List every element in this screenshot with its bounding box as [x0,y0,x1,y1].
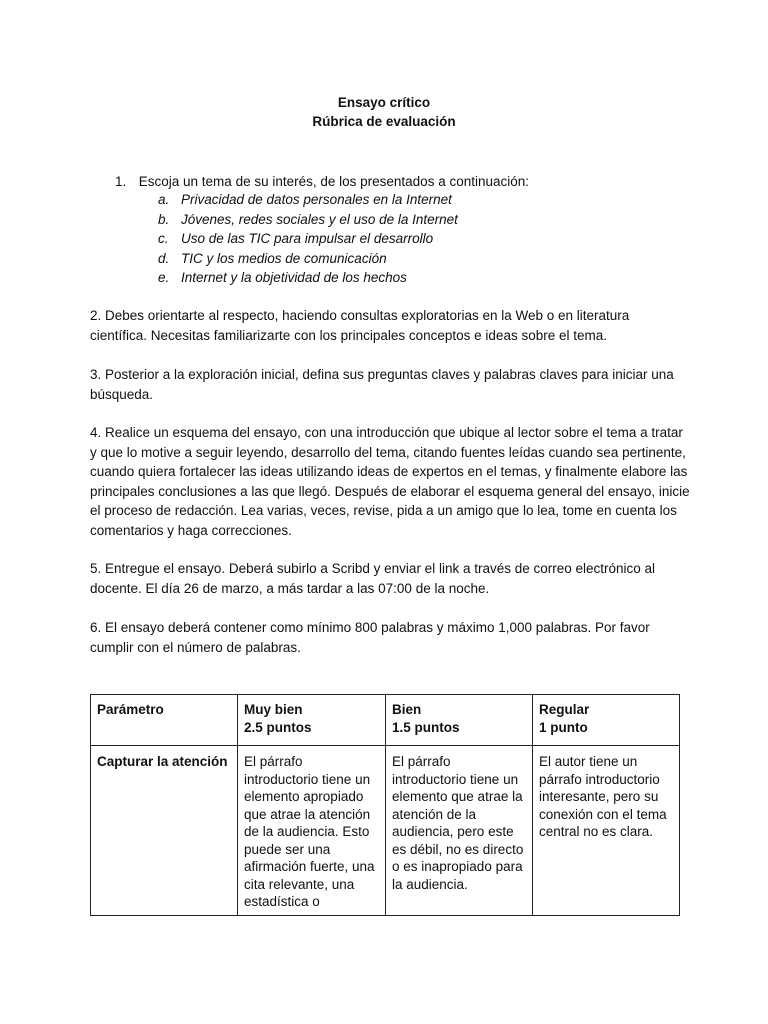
header-cell-regular: Regular 1 punto [533,695,680,746]
header-cell-muy-bien: Muy bien 2.5 puntos [238,695,386,746]
list-item [158,249,458,269]
document-subtitle: Rúbrica de evaluación [312,114,456,129]
list-item [158,229,458,249]
instruction-paragraph-6: 6. El ensayo deberá contener como mínimo 800 palabras y máximo 1,000 palabras. Por favor cumplir con el número de palabras. [90,620,650,655]
option-text: Uso de las TIC para impulsar el desarrollo [181,231,434,246]
table-row [91,746,680,916]
item-text: Escoja un tema de su interés, de los presentados a continuación: [138,174,530,189]
parameter-cell: Capturar la atención [91,746,238,916]
instruction-paragraph-2: 2. Debes orientarte al respecto, haciendo consultas exploratorias en la Web o en literatura científica. Necesitas familiarizarte con los principales conceptos e ideas sobre el tema. [90,308,630,343]
list-item [158,210,458,230]
option-letter: e. [158,270,170,285]
instruction-paragraph-4: 4. Realice un esquema del ensayo, con una introducción que ubique al lector sobre el tema a tratar y que lo motive a seguir leyendo, desarrollo del tema, citando fuentes leídas cuando sea pertinente, cuando quiera fortalecer las ideas utilizando ideas de expertos en el temas, y finalmente elabore las principales conclusiones a las que llegó. Después de elaborar el esquema general del ensayo, inicie el proceso de redacción. Lea varias, veces, revise, pida a un amigo que lo lea, tome en cuenta los comentarios y haga correcciones. [90,425,690,538]
header-cell-bien: Bien 1.5 puntos [386,695,533,746]
instruction-paragraph-3: 3. Posterior a la exploración inicial, defina sus preguntas claves y palabras claves para iniciar una búsqueda. [90,367,674,402]
rubric-table [90,694,680,916]
option-text: TIC y los medios de comunicación [181,250,387,266]
rubric-header-row [91,695,680,746]
instruction-item-1 [115,172,529,191]
item-number: 1. [115,174,127,189]
option-text: Privacidad de datos personales en la Internet [181,192,452,207]
option-letter: a. [158,192,170,207]
option-letter: b. [158,211,170,227]
header-cell-parameter: Parámetro [91,695,238,746]
bien-cell: El párrafo introductorio tiene un elemento que atrae la atención de la audiencia, pero este es débil, no es directo o es inapropiado para la audiencia. [386,746,533,916]
instruction-paragraph-5: 5. Entregue el ensayo. Deberá subirlo a Scribd y enviar el link a través de correo electrónico al docente. El día 26 de marzo, a más tardar a las 07:00 de la noche. [90,561,656,596]
muy-bien-cell: El párrafo introductorio tiene un elemento apropiado que atrae la atención de la audiencia. Esto puede ser una afirmación fuerte, una cita relevante, una estadística o [238,746,386,916]
option-text: Internet y la objetividad de los hechos [181,270,407,285]
option-text: Jóvenes, redes sociales y el uso de la Internet [181,211,458,227]
topic-options-list [158,190,458,288]
option-letter: c. [158,231,169,246]
list-item [158,268,458,288]
document-title: Ensayo crítico [337,95,431,110]
list-item [158,190,458,210]
regular-cell: El autor tiene un párrafo introductorio interesante, pero su conexión con el tema central no es clara. [533,746,680,916]
option-letter: d. [158,250,170,266]
